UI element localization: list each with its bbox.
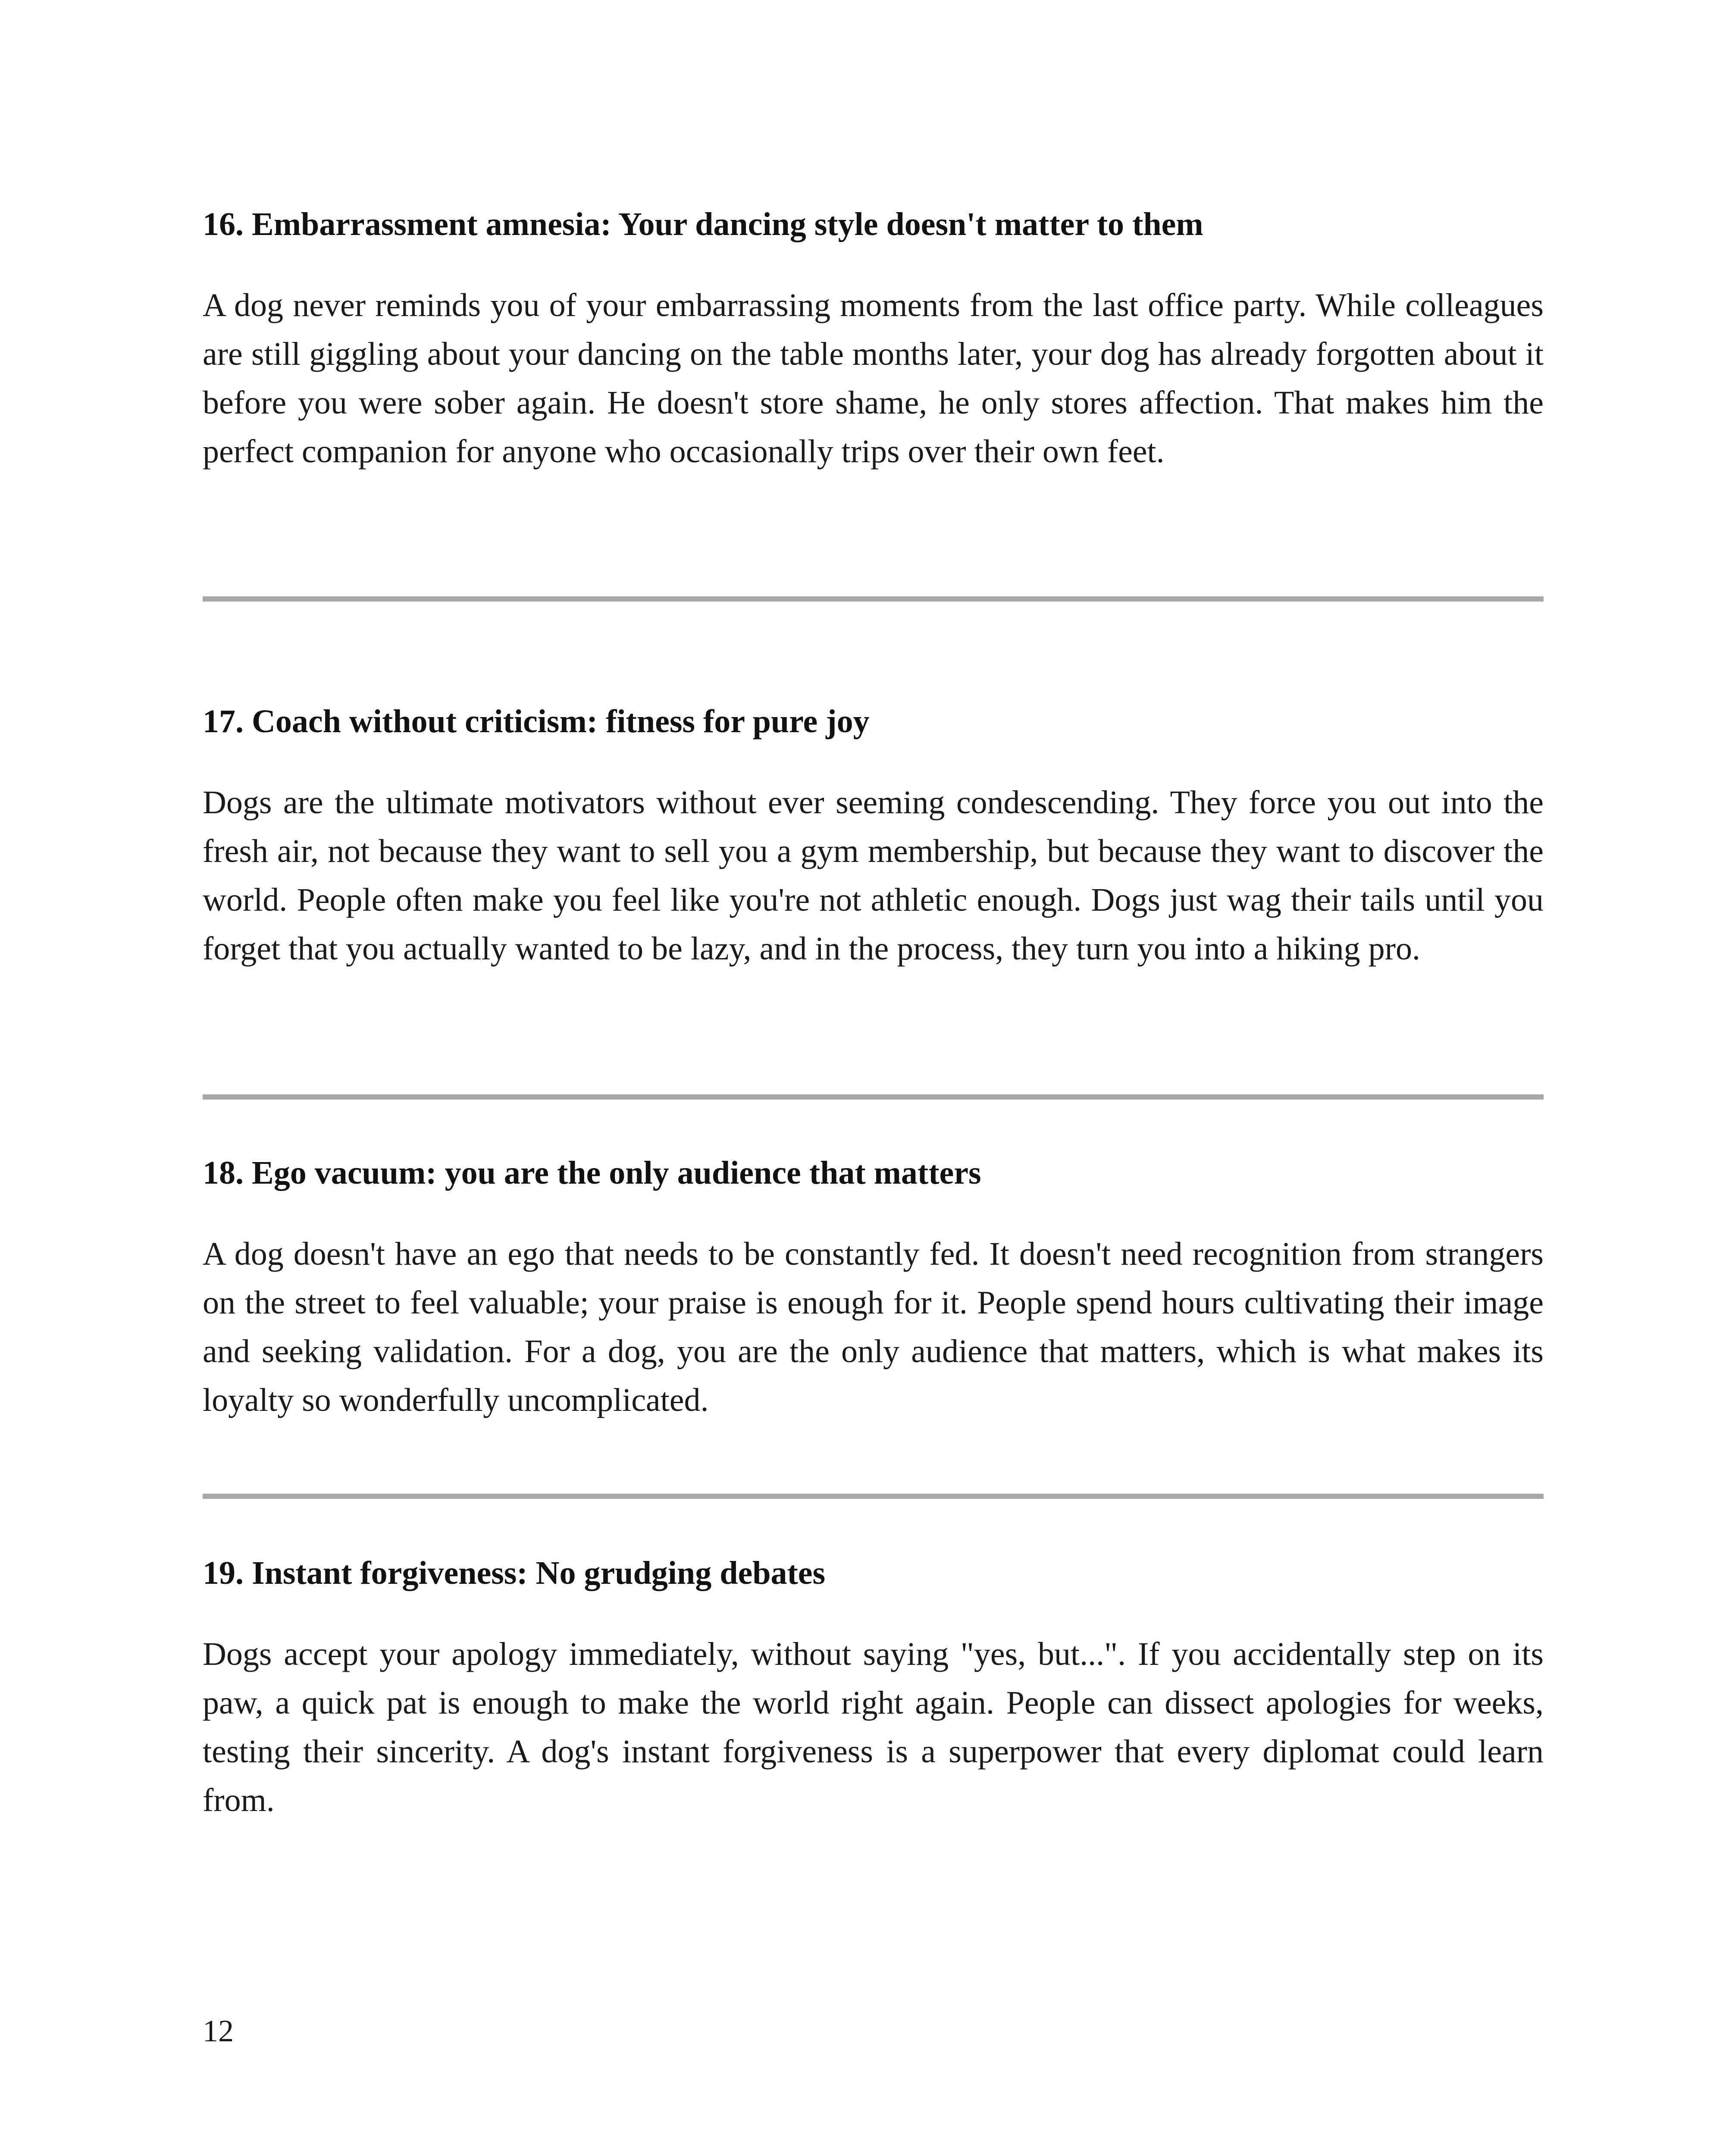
section-19 bbox=[203, 1551, 1544, 1825]
section-heading: 17. Coach without criticism: fitness for pure joy bbox=[203, 703, 870, 740]
section-divider bbox=[203, 1494, 1544, 1499]
section-body: A dog never reminds you of your embarrassing moments from the last office party. While colleagues are still giggling about your dancing on the table months later, your dog has already forgotten about it before you were sober again. He doesn't store shame, he only stores affection. That makes him the perfect companion for anyone who occasionally trips over their own feet. bbox=[203, 287, 1544, 470]
section-heading: 16. Embarrassment amnesia: Your dancing style doesn't matter to them bbox=[203, 206, 1203, 242]
section-divider bbox=[203, 1094, 1544, 1100]
section-heading: 18. Ego vacuum: you are the only audience that matters bbox=[203, 1155, 981, 1191]
section-body: A dog doesn't have an ego that needs to be constantly fed. It doesn't need recognition from strangers on the street to feel valuable; your praise is enough for it. People spend hours cultivating their image and seeking validation. For a dog, you are the only audience that matters, which is what makes its loyalty so wonderfully uncomplicated. bbox=[203, 1236, 1544, 1418]
section-heading: 19. Instant forgiveness: No grudging debates bbox=[203, 1555, 826, 1591]
page-number: 12 bbox=[203, 2014, 234, 2048]
section-18 bbox=[203, 1151, 1544, 1425]
section-divider bbox=[203, 596, 1544, 602]
section-body: Dogs are the ultimate motivators without ever seeming condescending. They force you out into the fresh air, not because they want to sell you a gym membership, but because they want to discover the world. People often make you feel like you're not athletic enough. Dogs just wag their tails until you forget that you actually wanted to be lazy, and in the process, they turn you into a hiking pro. bbox=[203, 784, 1544, 967]
section-body: Dogs accept your apology immediately, without saying "yes, but...". If you accidentally step on its paw, a quick pat is enough to make the world right again. People can dissect apologies for weeks, testing their sincerity. A dog's instant forgiveness is a superpower that every diplomat could learn from. bbox=[203, 1636, 1544, 1818]
section-17 bbox=[203, 700, 1544, 973]
section-16 bbox=[203, 203, 1544, 476]
